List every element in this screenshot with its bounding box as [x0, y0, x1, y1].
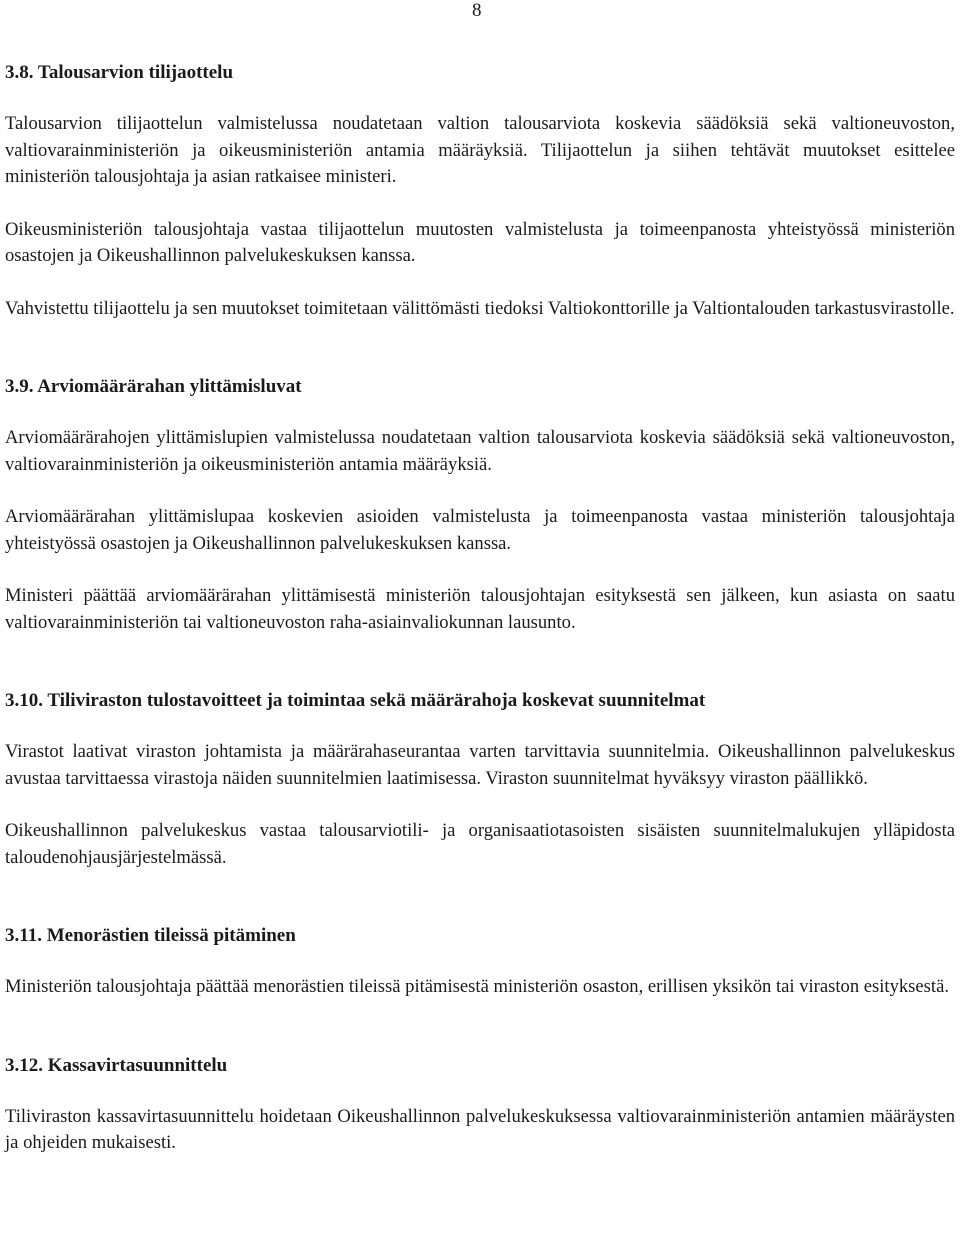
paragraph: Oikeusministeriön talousjohtaja vastaa tilijaottelun muutosten valmistelusta ja toimeenpanosta yhteistyössä ministeriön osastojen ja Oikeushallinnon palvelukeskuksen kanssa. [5, 218, 955, 266]
section-heading: 3.8. Talousarvion tilijaottelu [5, 62, 234, 83]
paragraph: Virastot laativat viraston johtamista ja määrärahaseurantaa varten tarvittavia suunnitelmia. Oikeushallinnon palvelukeskus avustaa tarvittaessa virastoja näiden suunnitelmien laatimisessa. Viraston suunnitelmat hyväksyy viraston päällikkö. [5, 741, 955, 789]
section-heading: 3.10. Tiliviraston tulostavoitteet ja toimintaa sekä määrärahoja koskevat suunnitelmat [5, 690, 706, 711]
section-heading: 3.9. Arviomäärärahan ylittämisluvat [5, 376, 302, 397]
section-3-8 [5, 60, 955, 322]
paragraph: Tiliviraston kassavirtasuunnittelu hoidetaan Oikeushallinnon palvelukeskuksessa valtiovarainministeriön antamien määräysten ja ohjeiden mukaisesti. [5, 1105, 955, 1153]
section-heading: 3.12. Kassavirtasuunnittelu [5, 1054, 228, 1076]
section-3-9 [5, 374, 955, 636]
paragraph: Ministeriön talousjohtaja päättää menorästien tileissä pitämisestä ministeriön osaston, erillisen yksikön tai viraston esityksestä. [5, 976, 949, 997]
section-3-12 [5, 1053, 955, 1157]
paragraph: Oikeushallinnon palvelukeskus vastaa talousarviotili- ja organisaatiotasoisten sisäisten suunnitelmalukujen ylläpidosta taloudenohjausjärjestelmässä. [5, 820, 955, 868]
paragraph: Talousarvion tilijaottelun valmistelussa noudatetaan valtion talousarviota koskevia säädöksiä sekä valtioneuvoston, valtiovarainministeriön ja oikeusministeriön antamia määräyksiä. Tilijaottelun ja siihen tehtävät muutokset esittelee ministeriön talousjohtaja ja asian ratkaisee ministeri. [5, 113, 955, 187]
section-3-10 [5, 688, 955, 871]
section-heading: 3.11. Menorästien tileissä pitäminen [5, 925, 296, 946]
paragraph: Vahvistettu tilijaottelu ja sen muutokset toimitetaan välittömästi tiedoksi Valtiokonttorille ja Valtiontalouden tarkastusvirastolle. [5, 297, 955, 319]
document-body [5, 60, 955, 1157]
section-3-11 [5, 923, 955, 1001]
paragraph: Ministeri päättää arviomäärärahan ylittämisestä ministeriön talousjohtajan esityksestä sen jälkeen, kun asiasta on saatu valtiovarainministeriön tai valtioneuvoston raha-asiainvaliokunnan lausunto. [5, 585, 955, 633]
page-number: 8 [472, 0, 482, 21]
paragraph: Arviomäärärahan ylittämislupaa koskevien asioiden valmistelusta ja toimeenpanosta vastaa ministeriön talousjohtaja yhteistyössä osastojen ja Oikeushallinnon palvelukeskuksen kanssa. [5, 506, 955, 554]
paragraph: Arviomäärärahojen ylittämislupien valmistelussa noudatetaan valtion talousarviota koskevia säädöksiä sekä valtioneuvoston, valtiovarainministeriön ja oikeusministeriön antamia määräyksiä. [5, 427, 955, 475]
